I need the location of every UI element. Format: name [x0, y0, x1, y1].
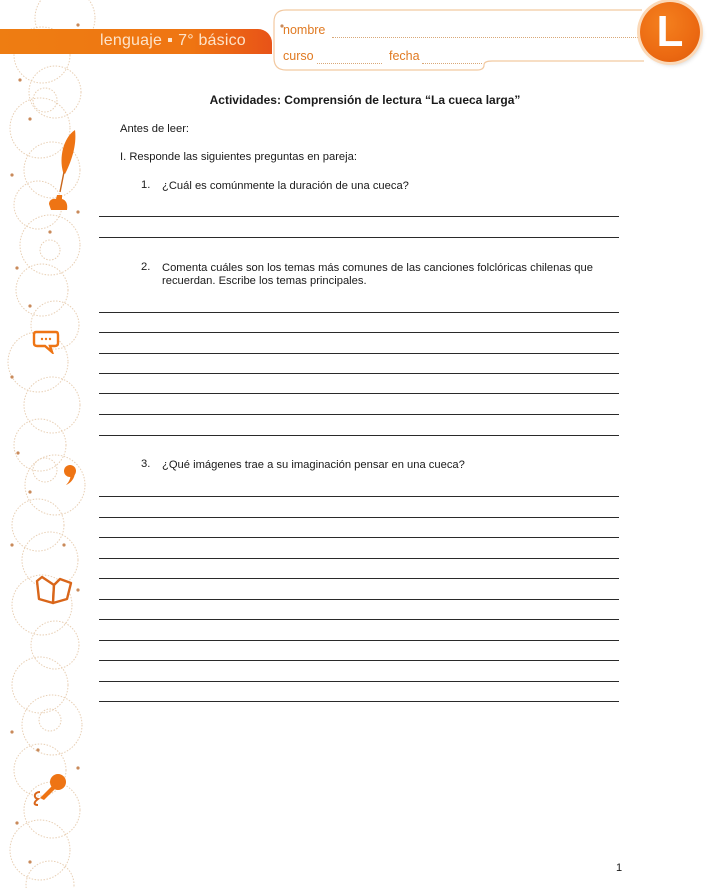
name-input-line[interactable] — [332, 37, 642, 38]
answer-line[interactable] — [99, 332, 619, 333]
inkwell-icon — [47, 192, 69, 212]
comma-icon — [62, 464, 78, 486]
question-3-text: ¿Qué imágenes trae a su imaginación pensar en una cueca? — [162, 459, 465, 471]
pre-reading-heading: Antes de leer: — [120, 123, 190, 135]
subject-banner — [0, 29, 272, 54]
answer-line[interactable] — [99, 640, 619, 641]
answer-line[interactable] — [99, 517, 619, 518]
date-label: fecha — [389, 49, 420, 63]
answer-line[interactable] — [99, 578, 619, 579]
microphone-icon — [30, 772, 70, 808]
course-label: curso — [283, 49, 314, 63]
answer-line[interactable] — [99, 619, 619, 620]
question-3-number: 3. — [141, 458, 151, 470]
answer-line[interactable] — [99, 681, 619, 682]
answer-line[interactable] — [99, 414, 619, 415]
bullet-separator — [168, 38, 172, 42]
question-2-number: 2. — [141, 261, 151, 273]
date-input-line[interactable] — [422, 63, 482, 64]
question-1-number: 1. — [141, 179, 151, 191]
answer-line[interactable] — [99, 237, 619, 238]
answer-line[interactable] — [99, 393, 619, 394]
question-2-text-line2: recuerdan. Escribe los temas principales. — [162, 275, 367, 287]
speech-bubble-icon — [32, 328, 60, 354]
section-instruction: I. Responde las siguientes preguntas en pareja: — [120, 151, 357, 163]
logo-letter: L — [656, 7, 684, 56]
decorative-margin-swirls — [0, 0, 100, 888]
page-title: Actividades: Comprensión de lectura “La cueca larga” — [209, 93, 521, 107]
answer-line[interactable] — [99, 701, 619, 702]
question-2-text-line1: Comenta cuáles son los temas más comunes de las canciones folclóricas chilenas que — [162, 262, 593, 274]
answer-line[interactable] — [99, 599, 619, 600]
answer-line[interactable] — [99, 312, 619, 313]
grade-label: 7° básico — [178, 32, 246, 49]
name-label: nombre — [283, 23, 326, 37]
quill-icon — [55, 128, 79, 194]
course-input-line[interactable] — [317, 63, 382, 64]
subject-label: lenguaje — [100, 32, 163, 49]
subject-logo-badge — [640, 2, 700, 62]
question-1-text: ¿Cuál es comúnmente la duración de una cueca? — [162, 180, 409, 192]
answer-line[interactable] — [99, 496, 619, 497]
page-number: 1 — [616, 862, 623, 874]
info-box-outline — [272, 9, 652, 71]
answer-line[interactable] — [99, 537, 619, 538]
answer-line[interactable] — [99, 558, 619, 559]
student-info-box — [272, 9, 652, 71]
answer-line[interactable] — [99, 660, 619, 661]
answer-line[interactable] — [99, 353, 619, 354]
open-book-icon — [34, 573, 74, 607]
subject-grade-label — [100, 32, 246, 50]
answer-line[interactable] — [99, 216, 619, 217]
answer-line[interactable] — [99, 435, 619, 436]
answer-line[interactable] — [99, 373, 619, 374]
